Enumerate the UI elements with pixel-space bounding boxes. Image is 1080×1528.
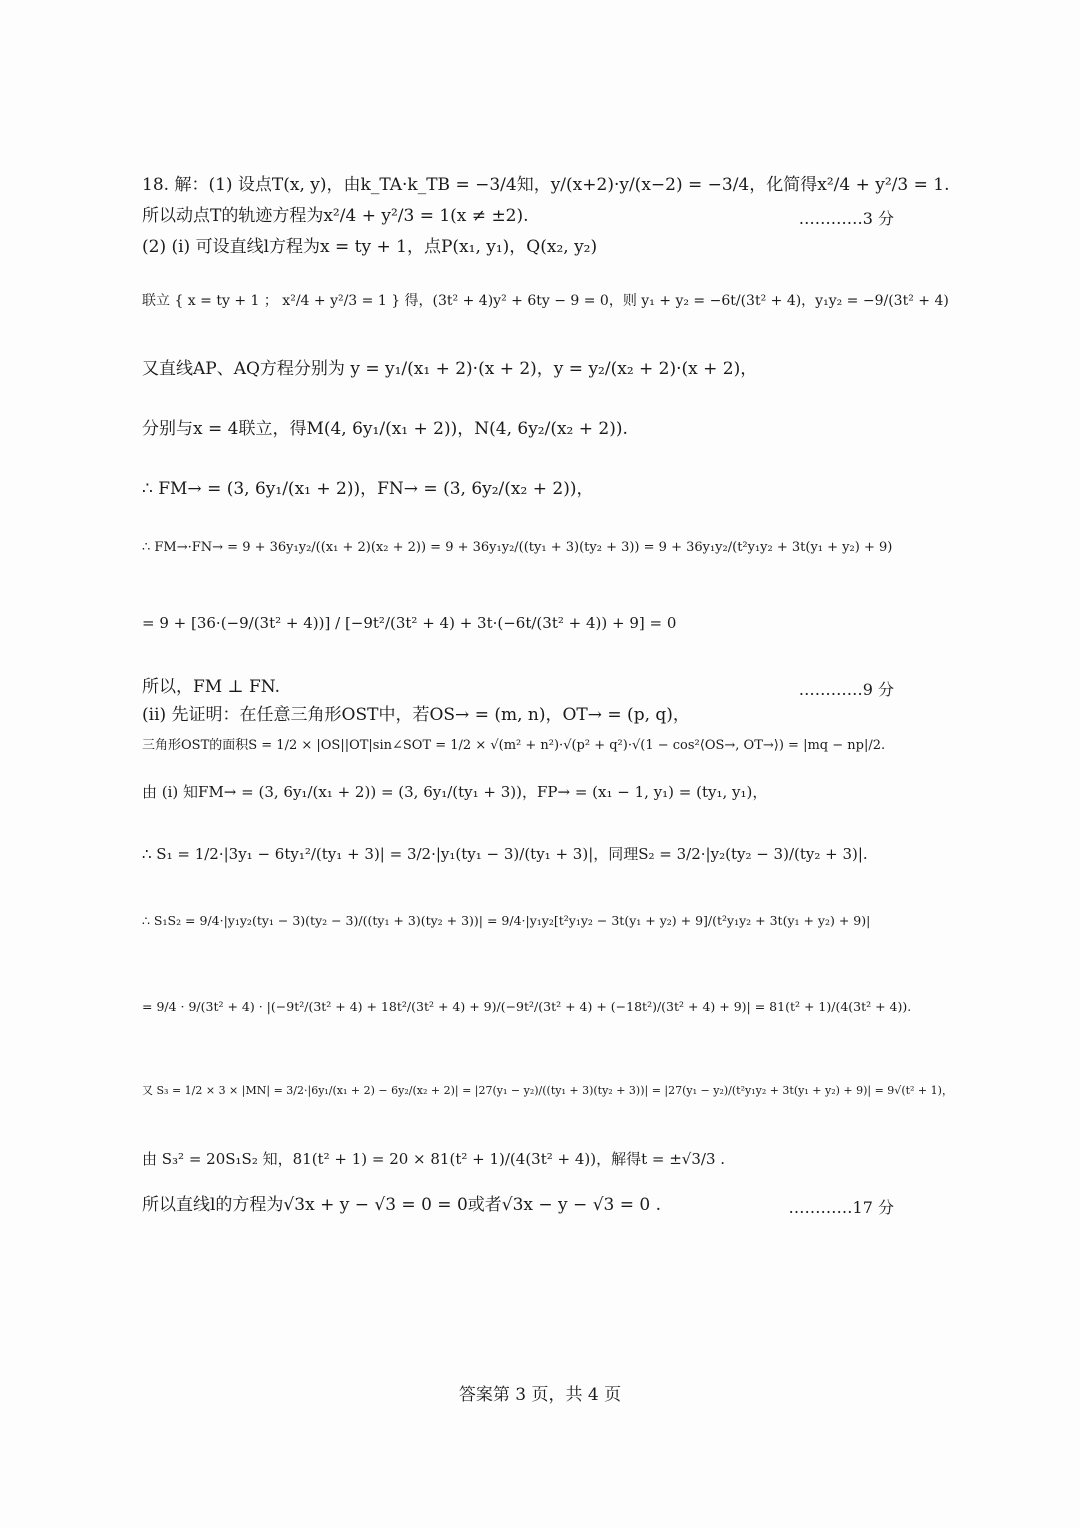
solution-line-1: 18. 解：(1) 设点T(x, y)，由k_TA·k_TB = −3/4知，y/(x+2)·y/(x−2) = −3/4，化简得x²/4 + y²/3 = 1. [142, 175, 950, 195]
score-3: …………3 分 [798, 209, 894, 228]
score-17: …………17 分 [788, 1198, 894, 1217]
score-9: …………9 分 [798, 680, 894, 699]
solution-line-18: 由 S₃² = 20S₁S₂ 知，81(t² + 1) = 20 × 81(t² + 1)/(4(3t² + 4))，解得t = ±√3/3 . [142, 1150, 726, 1168]
solution-line-13: 由 (i) 知FM→ = (3, 6y₁/(x₁ + 2)) = (3, 6y₁/(ty₁ + 3))，FP→ = (x₁ − 1, y₁) = (ty₁, y₁)， [142, 783, 768, 801]
solution-line-15: ∴ S₁S₂ = 9/4·|y₁y₂(ty₁ − 3)(ty₂ − 3)/((ty₁ + 3)(ty₂ + 3))| = 9/4·|y₁y₂[t²y₁y₂ − 3t(y₁ + y₂) + 9]/(t²y₁y₂ + 3t(y₁ + y₂) + 9)| [142, 913, 871, 928]
solution-line-5: 又直线AP、AQ方程分别为 y = y₁/(x₁ + 2)·(x + 2)，y = y₂/(x₂ + 2)·(x + 2)， [142, 359, 758, 379]
solution-line-2: 所以动点T的轨迹方程为x²/4 + y²/3 = 1(x ≠ ±2). [142, 206, 529, 226]
solution-line-12: 三角形OST的面积S = 1/2 × |OS||OT|sin∠SOT = 1/2 × √(m² + n²)·√(p² + q²)·√(1 − cos²⟨OS→, OT→⟩) = |mq − np|/2. [142, 738, 886, 753]
solution-line-10: 所以，FM ⊥ FN. [142, 677, 280, 697]
solution-line-11: (ii) 先证明：在任意三角形OST中，若OS→ = (m, n)，OT→ = (p, q)， [142, 705, 690, 725]
solution-line-17: 又 S₃ = 1/2 × 3 × |MN| = 3/2·|6y₁/(x₁ + 2) − 6y₂/(x₂ + 2)| = |27(y₁ − y₂)/((ty₁ + 3)(ty₂ + 3))| = |27(y₁ − y₂)/(t²y₁y₂ + 3t(y₁ + y₂) + 9)| = 9√(t² + 1)， [142, 1084, 953, 1097]
solution-line-14: ∴ S₁ = 1/2·|3y₁ − 6ty₁²/(ty₁ + 3)| = 3/2·|y₁(ty₁ − 3)/(ty₁ + 3)|，同理S₂ = 3/2·|y₂(ty₂ − 3)/(ty₂ + 3)|. [142, 845, 868, 863]
solution-line-3: (2) (i) 可设直线l方程为x = ty + 1，点P(x₁, y₁)，Q(x₂, y₂) [142, 237, 598, 257]
solution-line-19: 所以直线l的方程为√3x + y − √3 = 0 = 0或者√3x − y − √3 = 0 . [142, 1195, 662, 1215]
solution-line-9: = 9 + [36·(−9/(3t² + 4))] / [−9t²/(3t² + 4) + 3t·(−6t/(3t² + 4)) + 9] = 0 [142, 614, 677, 632]
solution-line-8: ∴ FM→·FN→ = 9 + 36y₁y₂/((x₁ + 2)(x₂ + 2)) = 9 + 36y₁y₂/((ty₁ + 3)(ty₂ + 3)) = 9 + 36y₁y₂/(t²y₁y₂ + 3t(y₁ + y₂) + 9) [142, 540, 893, 555]
solution-line-6: 分别与x = 4联立，得M(4, 6y₁/(x₁ + 2))，N(4, 6y₂/(x₂ + 2)). [142, 419, 628, 439]
solution-line-16: = 9/4 · 9/(3t² + 4) · |(−9t²/(3t² + 4) + 18t²/(3t² + 4) + 9)/(−9t²/(3t² + 4) + (−18t²)/(3t² + 4) + 9)| = 81(t² + 1)/(4(3t² + 4)). [142, 999, 912, 1014]
page-footer: 答案第 3 页，共 4 页 [458, 1385, 622, 1405]
solution-line-4: 联立 { x = ty + 1 ； x²/4 + y²/3 = 1 } 得，(3t² + 4)y² + 6ty − 9 = 0，则 y₁ + y₂ = −6t/(3t² + 4)，y₁y₂ = −9/(3t² + 4) [142, 293, 949, 309]
solution-line-7: ∴ FM→ = (3, 6y₁/(x₁ + 2))，FN→ = (3, 6y₂/(x₂ + 2))， [142, 479, 594, 499]
